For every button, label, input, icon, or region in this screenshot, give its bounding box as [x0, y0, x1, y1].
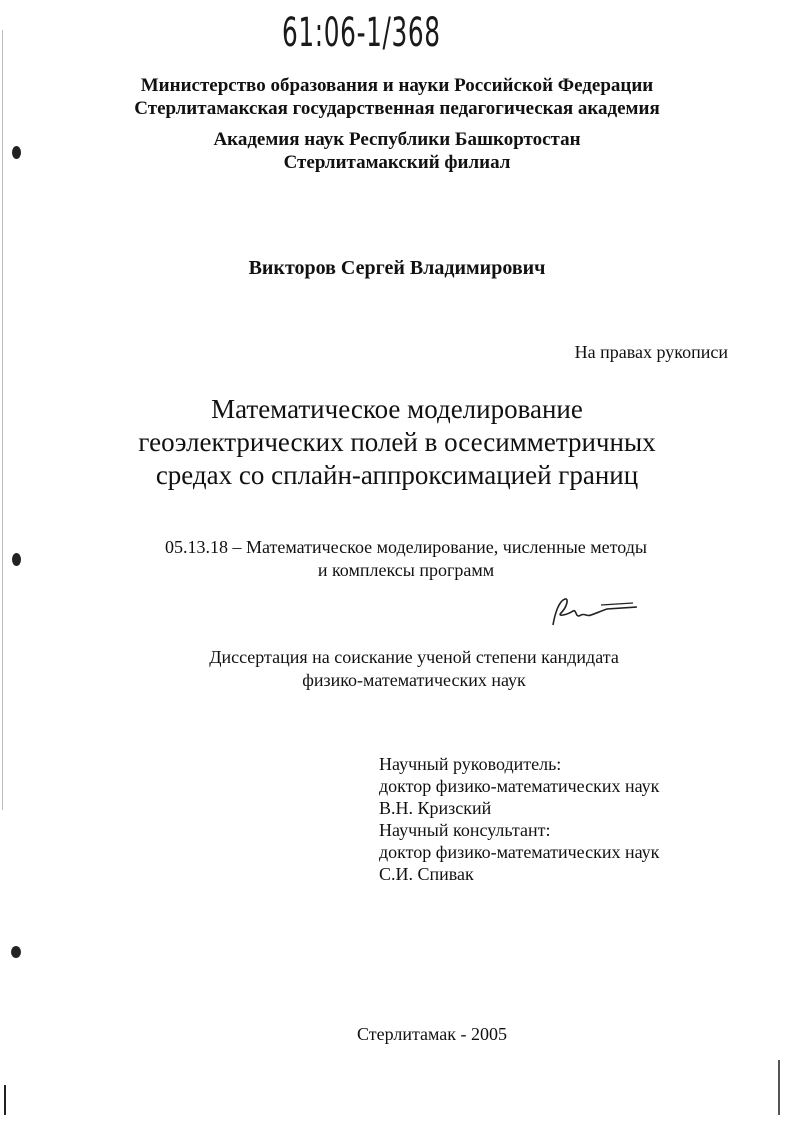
branch-heading: Стерлитамакский филиал: [283, 152, 511, 173]
title-line: средах со сплайн-аппроксимацией границ: [155, 460, 639, 490]
binding-hole-mark: [11, 946, 21, 958]
consultant-degree: доктор физико-математических наук: [379, 842, 660, 862]
consultant-name: С.И. Спивак: [379, 864, 474, 884]
degree-line: физико-математических наук: [302, 670, 526, 690]
scan-edge-line: [4, 1085, 6, 1115]
title-line: геоэлектрических полей в осесимметричных: [138, 427, 656, 457]
degree-statement: [0, 646, 794, 692]
specialty-line: 05.13.18 – Математическое моделирование, численные методы: [164, 537, 648, 557]
author-name: Викторов Сергей Владимирович: [248, 257, 546, 279]
binding-hole-mark: [12, 553, 21, 566]
scan-edge-line: [778, 1060, 780, 1115]
specialty: [0, 536, 794, 582]
supervisors-block: [379, 753, 659, 885]
consultant-role: Научный консультант:: [379, 820, 551, 840]
city-year-footer: Стерлитамак - 2005: [356, 1024, 508, 1044]
specialty-line: и комплексы программ: [317, 560, 495, 580]
dissertation-title: [0, 393, 794, 492]
signature-image: [545, 593, 645, 633]
degree-line: Диссертация на соискание ученой степени кандидата: [209, 647, 619, 667]
supervisor-name: В.Н. Кризский: [379, 798, 492, 818]
academy-heading: Стерлитамакская государственная педагогическая академия: [134, 98, 660, 119]
manuscript-note: На правах рукописи: [574, 342, 728, 362]
title-line: Математическое моделирование: [211, 394, 583, 424]
archive-code-handwritten: 61:06-1/368: [282, 10, 441, 56]
scan-edge-line: [2, 30, 3, 810]
ministry-heading: Министерство образования и науки Российской Федерации: [140, 75, 654, 96]
supervisor-degree: доктор физико-математических наук: [379, 776, 660, 796]
supervisor-role: Научный руководитель:: [379, 754, 562, 774]
binding-hole-mark: [12, 146, 21, 159]
academy-of-sciences-heading: Академия наук Республики Башкортостан: [213, 129, 581, 150]
